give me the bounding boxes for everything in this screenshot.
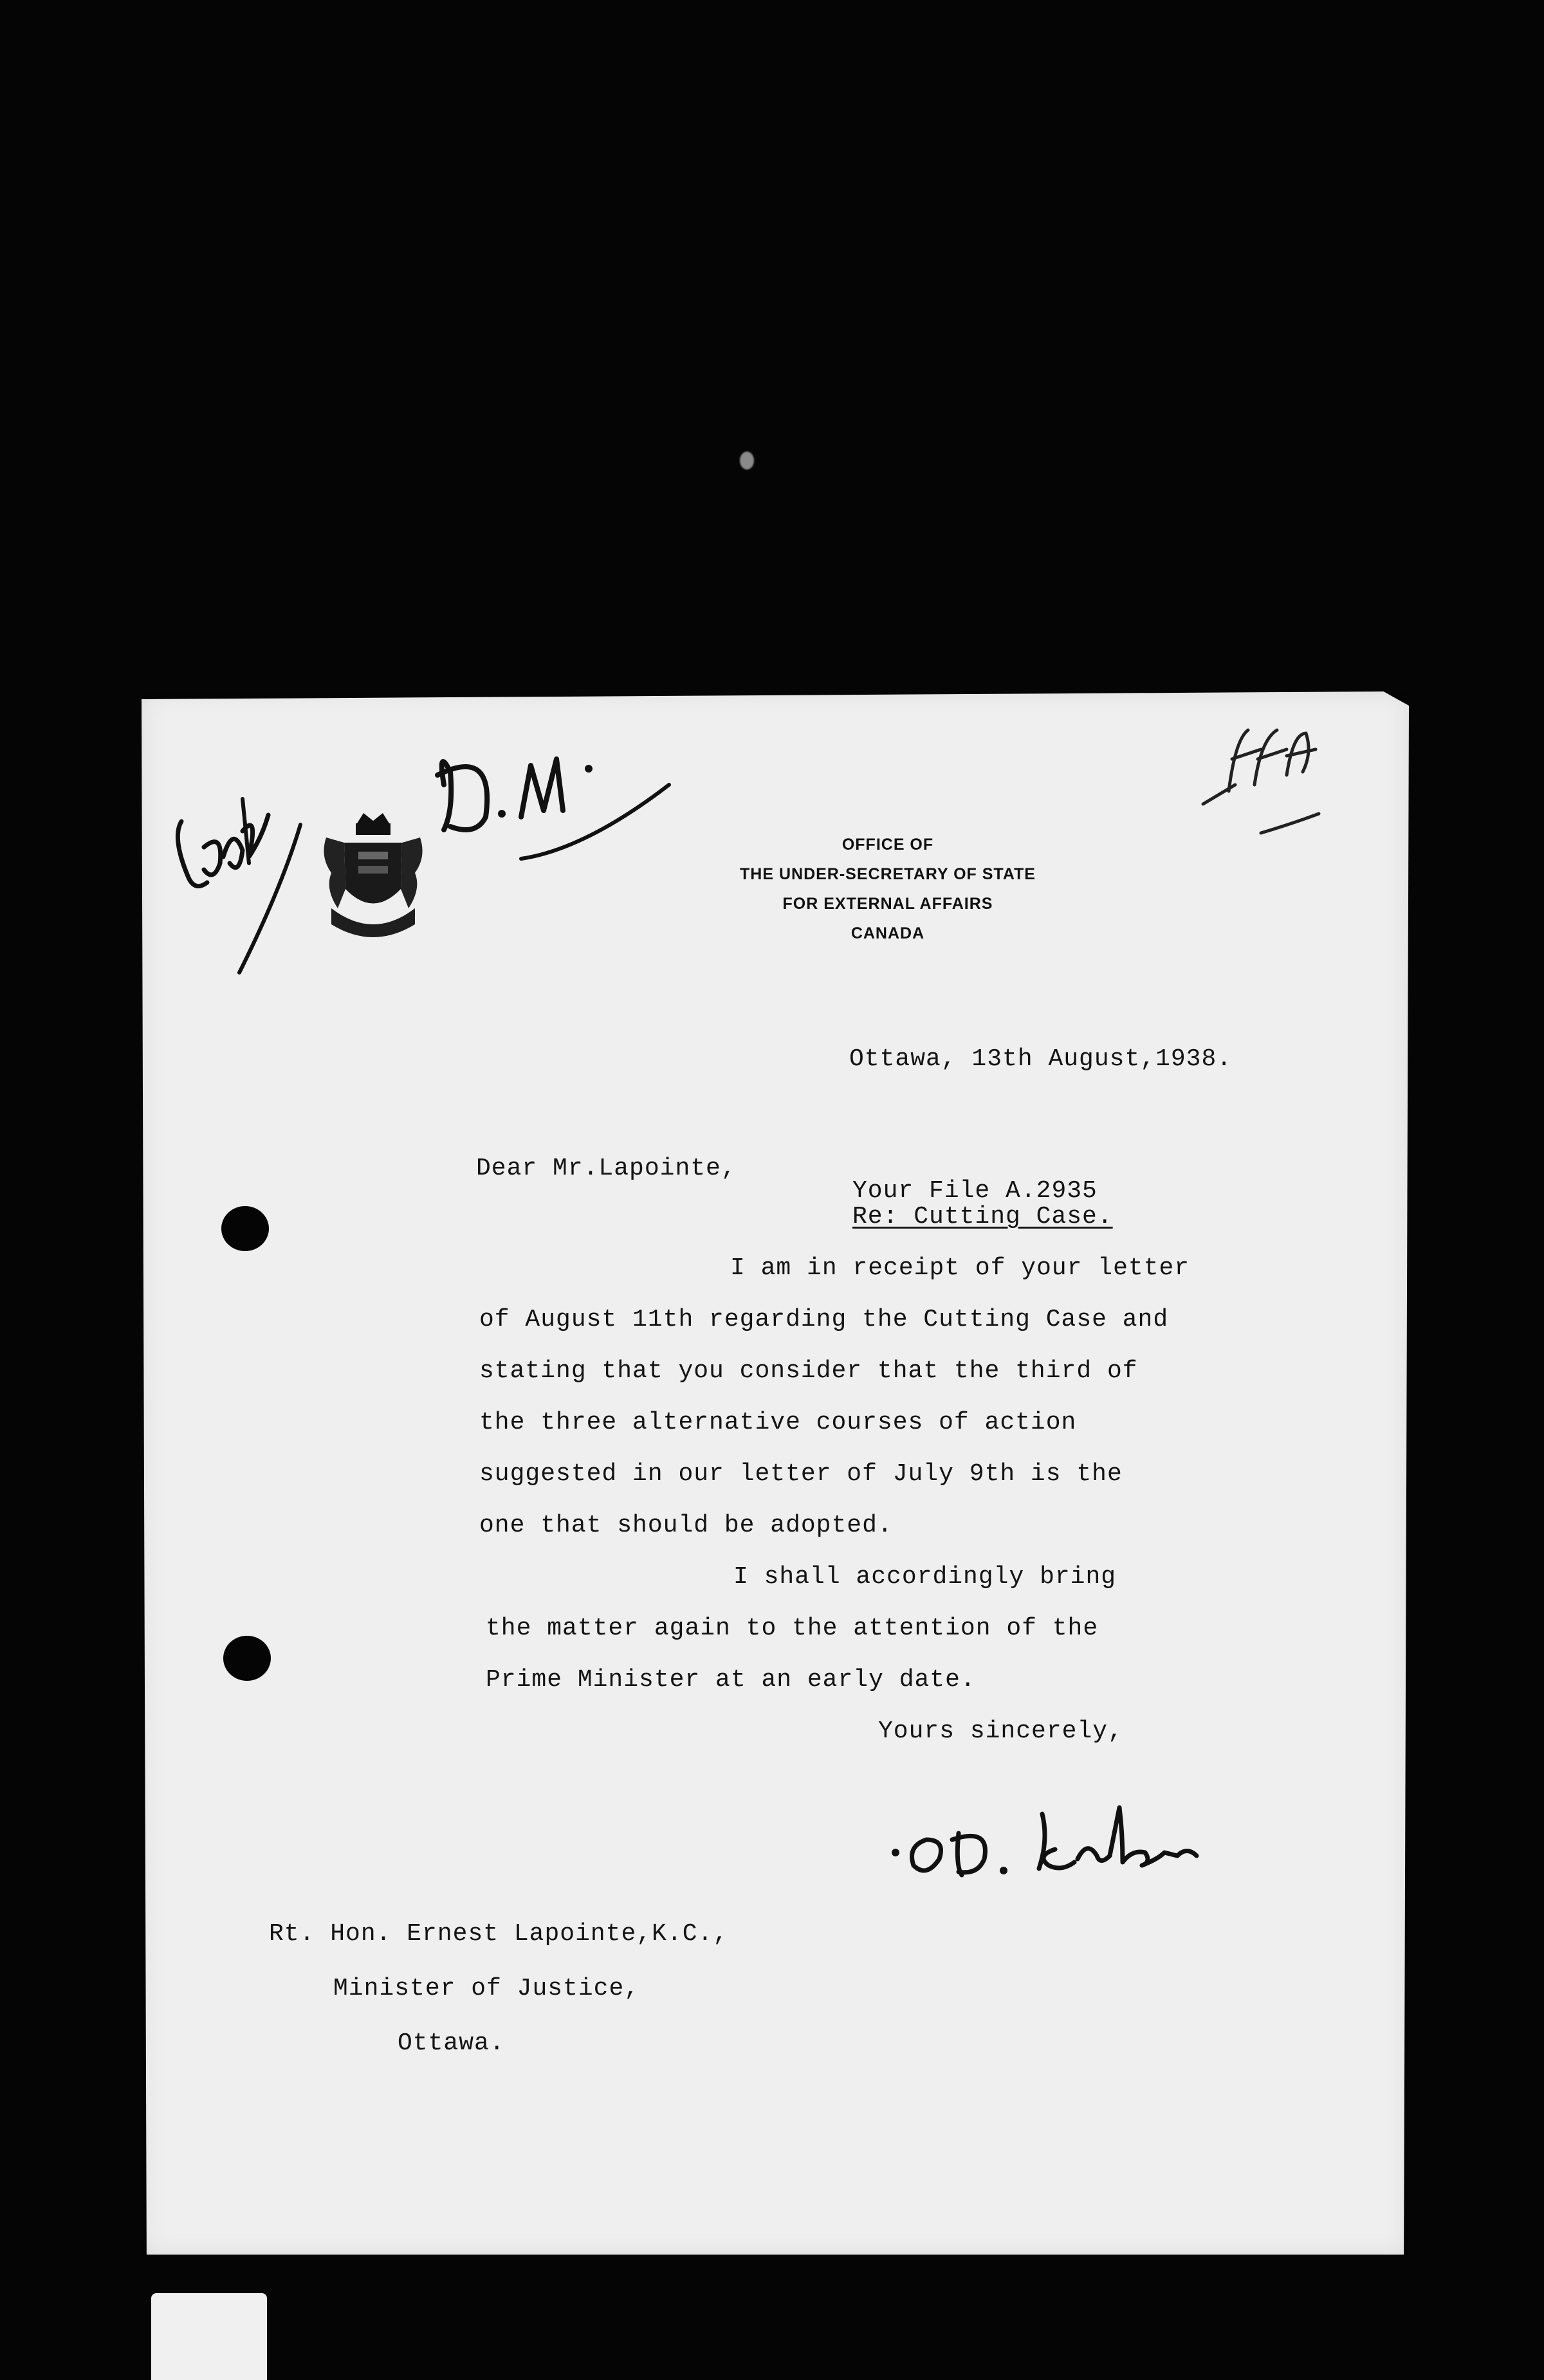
address-title: Minister of Justice,	[333, 1975, 640, 2002]
letterhead	[676, 830, 1100, 948]
date-line: Ottawa, 13th August,1938.	[849, 1045, 1233, 1073]
address-city: Ottawa.	[398, 2029, 505, 2057]
signature	[888, 1795, 1222, 1898]
paragraph-line: Prime Minister at an early date.	[486, 1666, 976, 1694]
letterhead-title: THE UNDER-SECRETARY OF STATE	[740, 865, 1036, 883]
handwritten-initials-annotation	[1197, 714, 1345, 849]
paragraph-line: the matter again to the attention of the	[486, 1615, 1099, 1642]
punch-hole-top	[221, 1206, 269, 1251]
reference-subject: Re: Cutting Case.	[852, 1203, 1113, 1231]
film-leader-tab	[151, 2293, 267, 2380]
punch-hole-bottom	[223, 1636, 271, 1681]
reference-file: Your File A.2935	[852, 1177, 1098, 1205]
coat-of-arms-icon	[318, 812, 428, 947]
letterhead-department: FOR EXTERNAL AFFAIRS	[782, 895, 993, 913]
paragraph-line: I am in receipt of your letter	[730, 1254, 1190, 1282]
letterhead-country: CANADA	[850, 924, 925, 942]
salutation: Dear Mr.Lapointe,	[476, 1155, 737, 1182]
paragraph-line: one that should be adopted.	[479, 1512, 893, 1539]
paragraph-line: of August 11th regarding the Cutting Case and	[479, 1306, 1169, 1333]
paragraph-line: stating that you consider that the third of	[479, 1357, 1138, 1385]
paragraph-line: the three alternative courses of action	[479, 1409, 1077, 1436]
paragraph-line: suggested in our letter of July 9th is the	[479, 1460, 1123, 1488]
closing: Yours sincerely,	[878, 1717, 1123, 1745]
paragraph-line: I shall accordingly bring	[733, 1563, 1117, 1591]
handwritten-copy-annotation	[169, 786, 317, 979]
handwritten-dm-annotation	[425, 720, 682, 875]
letterhead-office: OFFICE OF	[841, 836, 934, 854]
film-speck	[740, 452, 754, 470]
address-name: Rt. Hon. Ernest Lapointe,K.C.,	[269, 1920, 729, 1948]
